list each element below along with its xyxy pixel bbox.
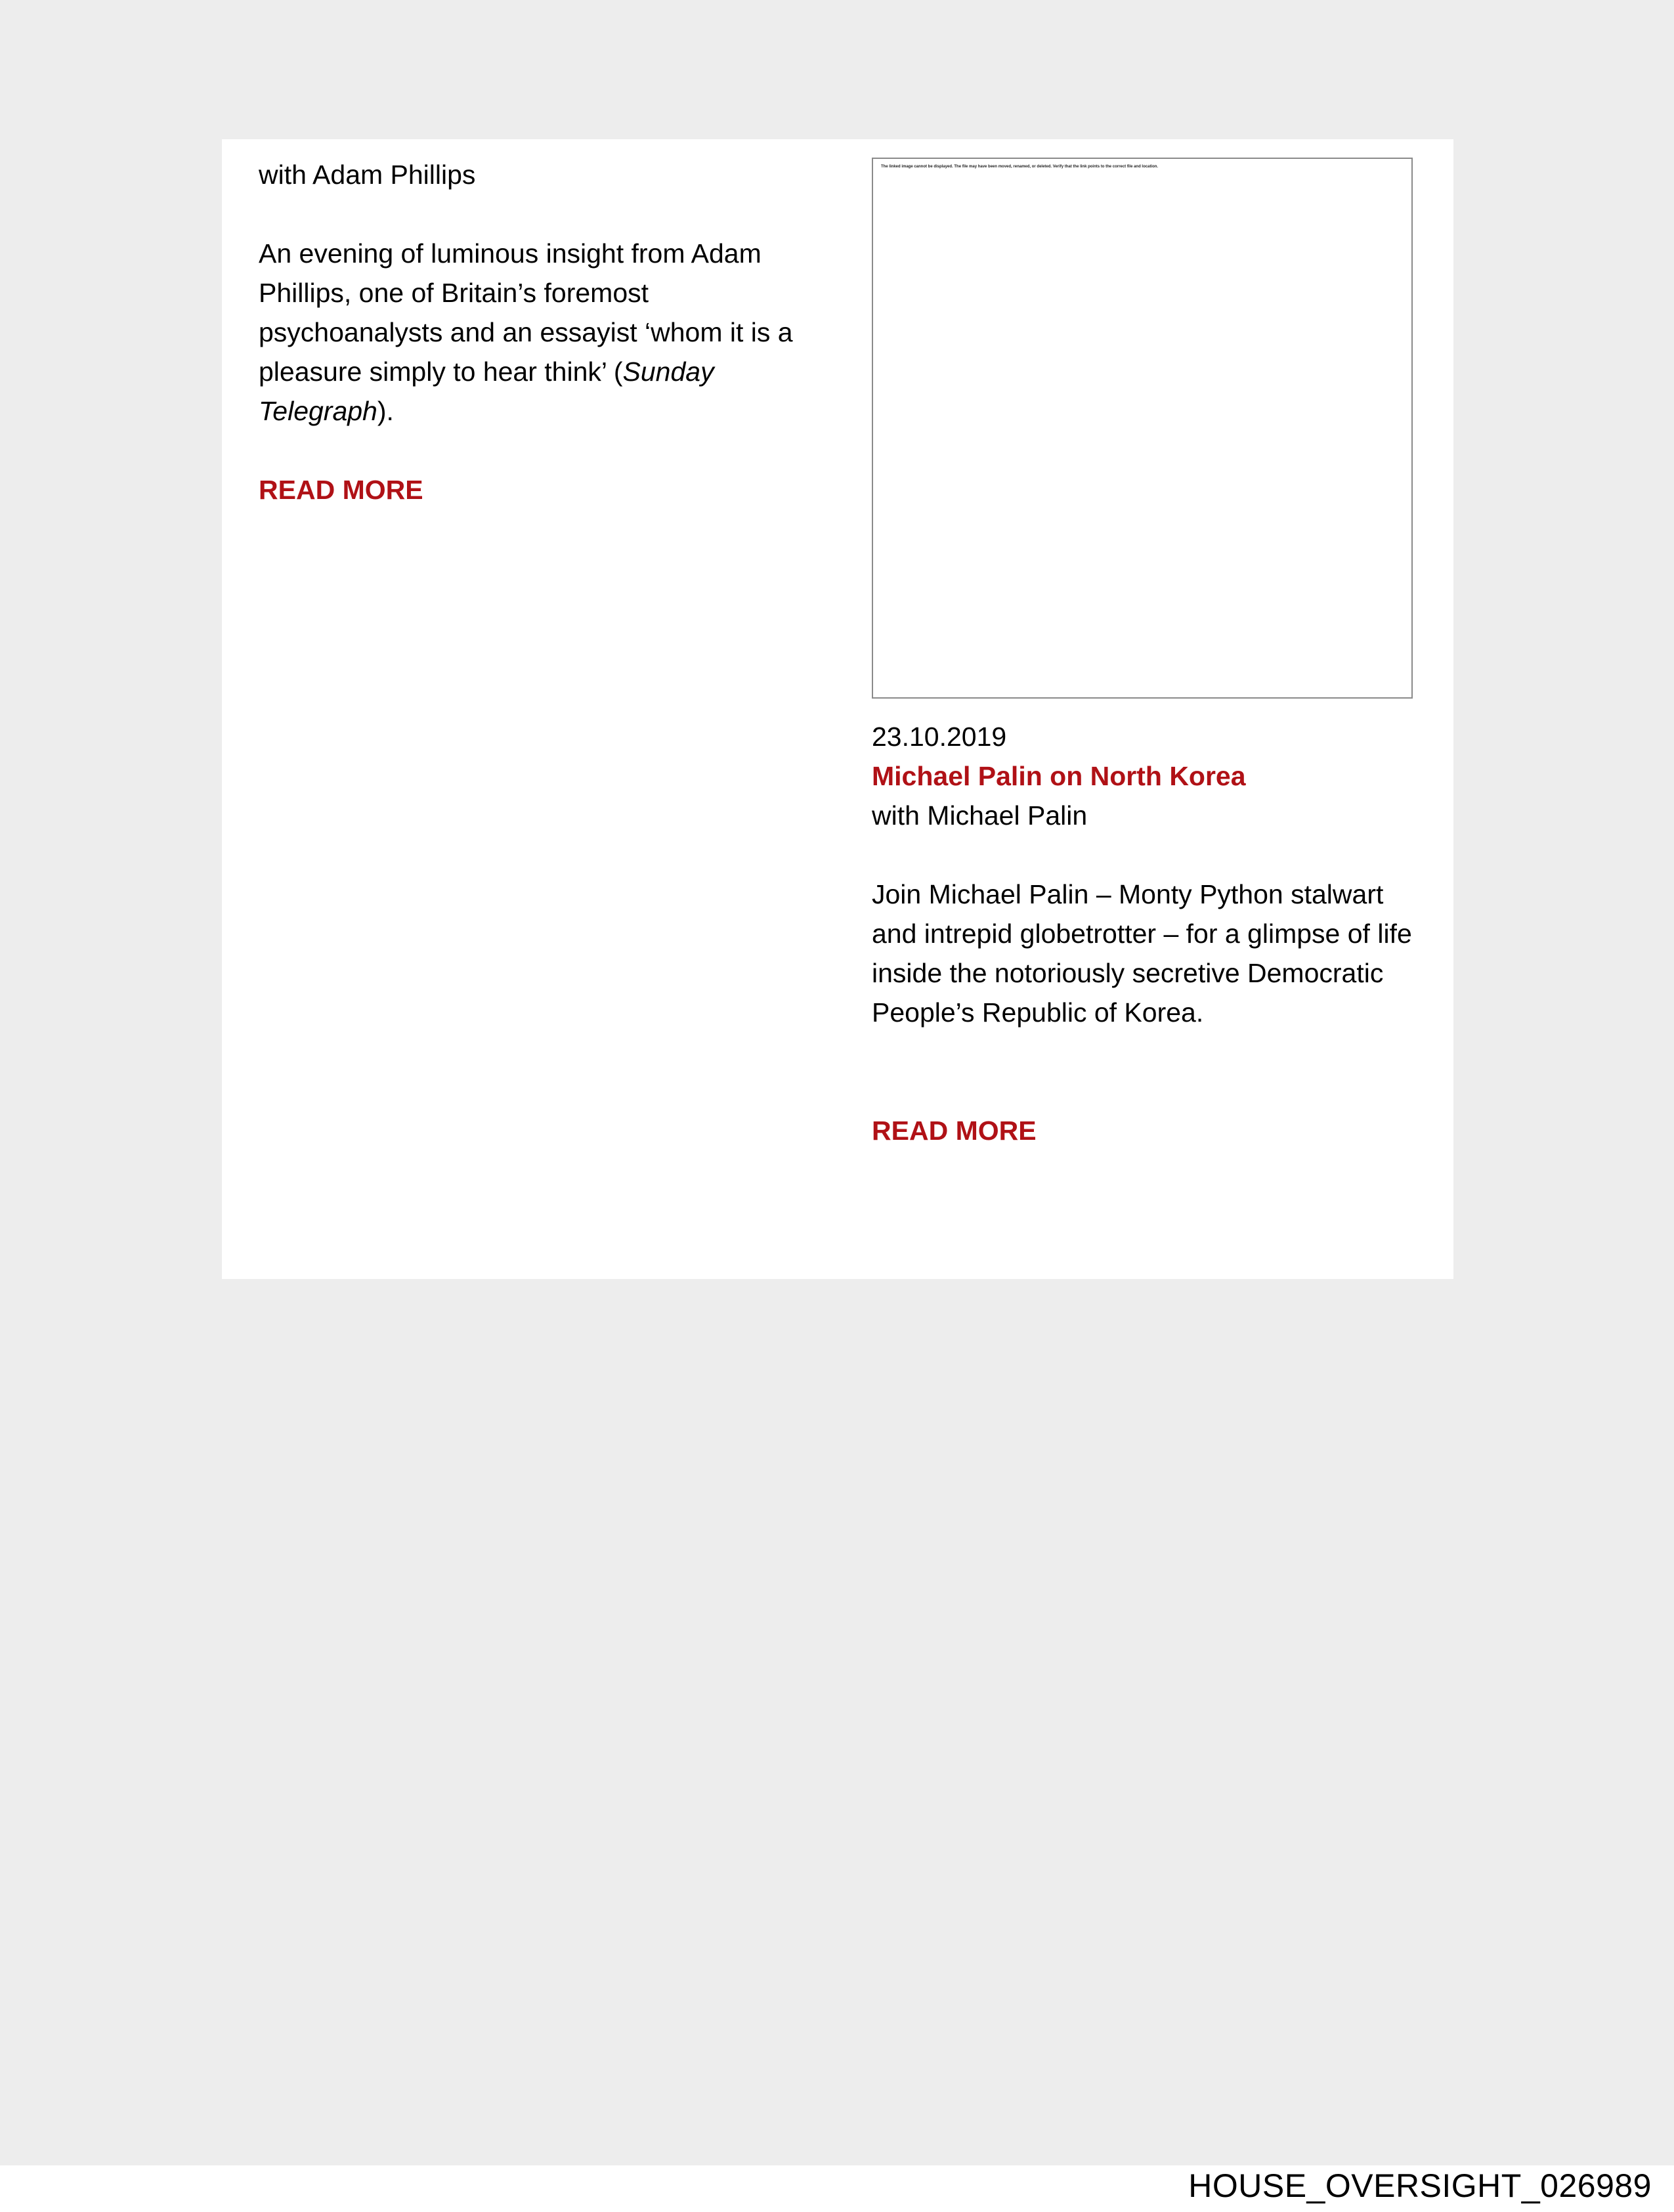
left-read-more-link[interactable]: READ MORE <box>259 475 423 505</box>
right-event-column <box>872 158 1417 1150</box>
left-event-description <box>259 234 797 431</box>
document-id: HOUSE_OVERSIGHT_026989 <box>1188 2167 1652 2204</box>
right-event-description: Join Michael Palin – Monty Python stalwart and intrepid globetrotter – for a glimpse of life inside the notoriously secretive Democratic People’s Republic of Korea. <box>872 879 1412 1028</box>
left-event-column <box>259 155 797 510</box>
left-event-description-source: Sunday Telegraph <box>259 357 714 426</box>
broken-image-message: The linked image cannot be displayed. The file may have been moved, renamed, or deleted. Verify that the link points to the correct file and location. <box>881 165 1159 169</box>
left-event-description-end: ). <box>377 396 394 426</box>
right-event-with-line: with Michael Palin <box>872 800 1088 831</box>
event-title-link[interactable]: Michael Palin on North Korea <box>872 761 1246 791</box>
event-listing-card <box>222 139 1453 1279</box>
left-event-with-line: with Adam Phillips <box>259 160 476 190</box>
event-date: 23.10.2019 <box>872 722 1007 752</box>
left-event-description-text: An evening of luminous insight from Adam Phillips, one of Britain’s foremost psychoanalysts and an essayist ‘whom it is a pleasure simply to hear think’ ( <box>259 238 793 387</box>
right-read-more-link[interactable]: READ MORE <box>872 1116 1037 1146</box>
event-image-placeholder <box>872 158 1413 699</box>
